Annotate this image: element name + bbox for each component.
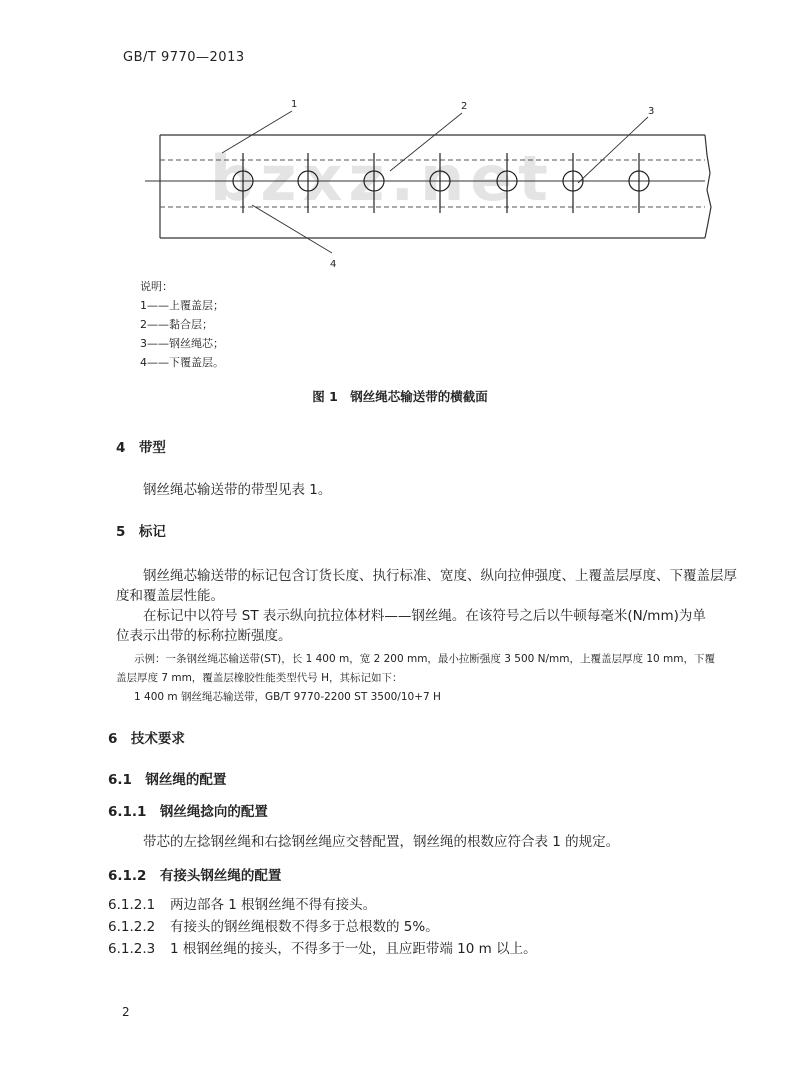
section-4-text: 钢丝绳芯输送带的带型见表 1。 [143, 482, 332, 498]
example-line3: 1 400 m 钢丝绳芯输送带，GB/T 9770-2200 ST 3500/10+7 H [134, 691, 441, 703]
clause-number: 6.1.2.1 [108, 897, 156, 913]
section-5-heading: 5 标记 [116, 524, 166, 540]
clause-text: 两边部各 1 根钢丝绳不得有接头。 [170, 897, 377, 913]
section-5-para1-line2: 度和覆盖层性能。 [116, 588, 224, 604]
section-6-1-1-text: 带芯的左捻钢丝绳和右捻钢丝绳应交替配置，钢丝绳的根数应符合表 1 的规定。 [143, 834, 620, 850]
figure-caption: 图 1 钢丝绳芯输送带的横截面 [312, 389, 488, 404]
section-5-para1-line1: 钢丝绳芯输送带的标记包含订货长度、执行标准、宽度、纵向拉伸强度、上覆盖层厚度、下覆盖层厚 [143, 568, 737, 584]
section-6-heading: 6 技术要求 [108, 731, 185, 747]
clause-number: 6.1.2.2 [108, 919, 156, 935]
legend-item-2: 2——黏合层； [140, 318, 213, 331]
clause-6-1-2-1 [108, 895, 376, 916]
section-5-para2-line1: 在标记中以符号 ST 表示纵向抗拉体材料——钢丝绳。在该符号之后以牛顿每毫米(N/mm)为单 [143, 608, 706, 624]
example-line2: 盖层厚度 7 mm，覆盖层橡胶性能类型代号 H，其标记如下： [116, 672, 403, 684]
callout-3: 3 [648, 106, 655, 117]
callout-2: 2 [461, 101, 468, 112]
clause-number: 6.1.2.3 [108, 941, 156, 957]
page-number: 2 [122, 1005, 130, 1019]
legend-item-1: 1——上覆盖层； [140, 299, 224, 312]
clause-6-1-2-3 [108, 939, 537, 960]
clause-6-1-2-2 [108, 917, 439, 938]
clause-text: 有接头的钢丝绳根数不得多于总根数的 5%。 [170, 919, 439, 935]
section-4-heading: 4 带型 [116, 440, 166, 456]
section-5-para2-line2: 位表示出带的标称拉断强度。 [116, 628, 292, 644]
section-6-1-2-heading: 6.1.2 有接头钢丝绳的配置 [108, 868, 282, 884]
steel-cord [563, 153, 583, 213]
legend-title: 说明： [140, 280, 173, 293]
legend-item-4: 4——下覆盖层。 [140, 356, 224, 369]
standard-code-header: GB/T 9770—2013 [123, 50, 245, 65]
example-line1: 示例：一条钢丝绳芯输送带(ST)，长 1 400 m，宽 2 200 mm，最小拉断强度 3 500 N/mm，上覆盖层厚度 10 mm，下覆 [134, 653, 716, 665]
legend-item-3: 3——钢丝绳芯； [140, 337, 224, 350]
section-6-1-heading: 6.1 钢丝绳的配置 [108, 772, 227, 788]
watermark-text: bzxz.net [210, 142, 554, 215]
clause-text: 1 根钢丝绳的接头，不得多于一处，且应距带端 10 m 以上。 [170, 941, 537, 957]
section-6-1-1-heading: 6.1.1 钢丝绳捻向的配置 [108, 804, 268, 820]
cross-section-figure [140, 95, 730, 270]
callout-4: 4 [330, 259, 337, 270]
callout-1: 1 [291, 99, 298, 110]
steel-cord [629, 153, 649, 213]
